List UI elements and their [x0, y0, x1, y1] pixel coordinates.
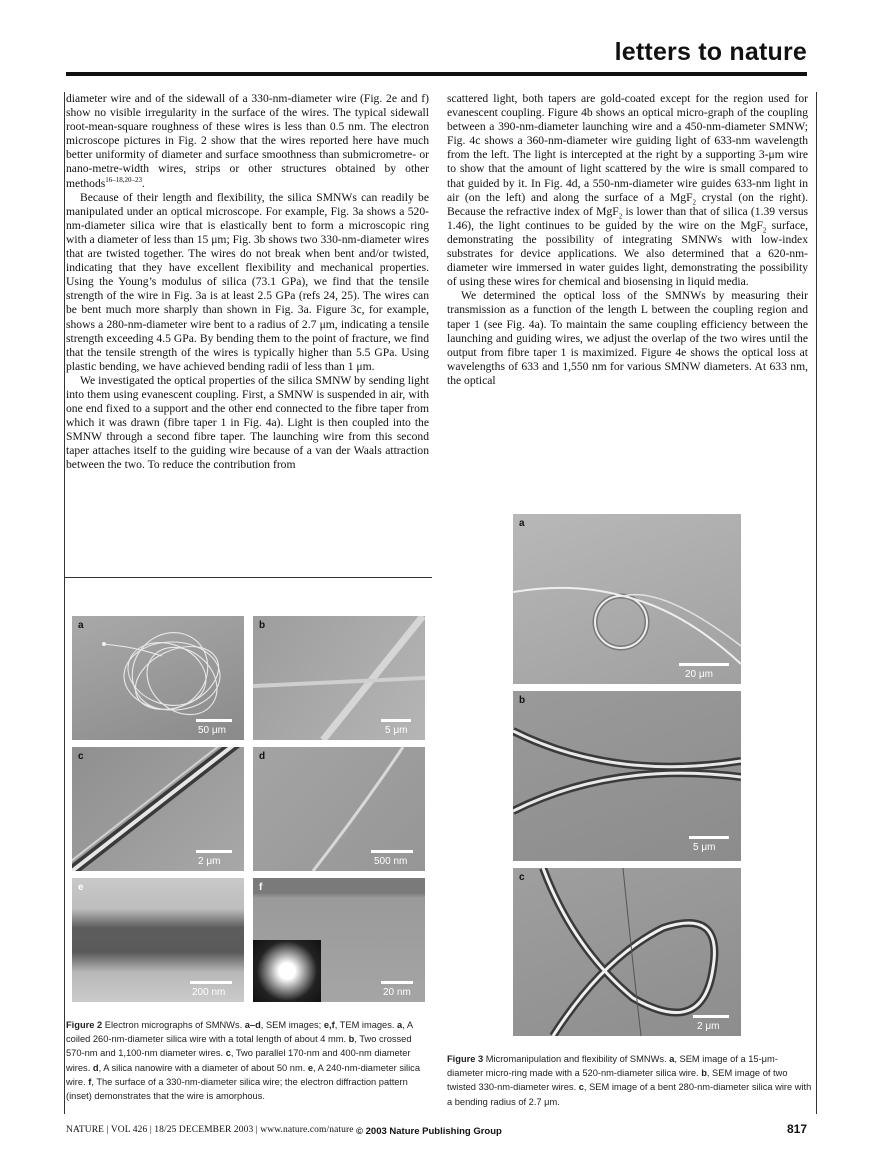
micro-ring-image [513, 514, 741, 684]
figure-2-panel-a [72, 616, 244, 740]
scale-bar [679, 663, 729, 666]
panel-label: a [519, 518, 525, 529]
scale-label: 2 μm [198, 856, 221, 867]
scale-label: 50 μm [198, 725, 226, 736]
panel-label: c [78, 751, 84, 762]
scale-label: 20 μm [685, 669, 713, 680]
panel-label: f [259, 882, 263, 893]
figure-2-panel-e [72, 878, 244, 1002]
scale-bar [196, 719, 232, 722]
scale-bar [196, 850, 232, 853]
figure-3-caption: Figure 3 Micromanipulation and flexibility of SMNWs. a, SEM image of a 15-μm-diameter micro-ring made with a 520-nm-diameter silica wire. b, SEM image of two twisted 330-nm-diameter wires. c, SEM image of a bent 280-nm-diameter silica wire with a bending radius of 2.7 μm. [447, 1054, 812, 1107]
scale-bar [689, 836, 729, 839]
scale-bar [381, 981, 413, 984]
scale-bar [381, 719, 411, 722]
copyright-notice: © 2003 Nature Publishing Group [356, 1126, 502, 1137]
scale-label: 2 μm [697, 1021, 720, 1032]
scale-bar [371, 850, 413, 853]
figure-3-panel-c [513, 868, 741, 1036]
panel-label: b [519, 695, 526, 706]
journal-citation: NATURE | VOL 426 | 18/25 DECEMBER 2003 | www.nature.com/nature [66, 1125, 354, 1135]
figure-3-panel-b [513, 691, 741, 861]
figure-2-panel-c [72, 747, 244, 871]
scale-bar [693, 1015, 729, 1018]
panel-label: b [259, 620, 266, 631]
page-number: 817 [786, 1122, 807, 1136]
paragraph: diameter wire and of the sidewall of a 330-nm-diameter wire (Fig. 2e and f) show no visible irregularity in the surface of the wires. The typical sidewall root-mean-square roughness of these wires is less than 0.5 nm. The electron microscope pictures in Fig. 2 show that the wires reported here have much better uniformity of diameter and surface smoothness than submicrometre- or nano-metre-width wires, strips or other structures obtained by other methods$^{16-18,20-23}$. [66, 92, 429, 190]
figure-2-caption: Figure 2 Electron micrographs of SMNWs. a–d, SEM images; e,f, TEM images. a, A coiled 260-nm-diameter silica wire with a total length of about 4 mm. b, Two crossed 570-nm and 1,100-nm diameter wires. c, Two parallel 170-nm and 400-nm diameter wires. d, A silica nanowire with a diameter of about 50 nm. e, A 240-nm-diameter silica wire. f, The surface of a 330-nm-diameter silica wire; the electron diffraction pattern (inset) demonstrates that the wire is amorphous. [66, 1020, 420, 1102]
right-margin-rule [816, 92, 817, 1114]
panel-label: a [78, 620, 84, 631]
figure-2-panel-d [253, 747, 425, 871]
left-text-column [66, 92, 429, 473]
panel-label: c [519, 872, 525, 883]
paragraph: We investigated the optical properties of the silica SMNW by sending light into them using evanescent coupling. First, a SMNW is suspended in air, with one end fixed to a support and the other end connected to the fibre taper from which it was drawn (fibre taper 1 in Fig. 4a). Light is then coupled into the SMNW through a second fibre taper. The launching wire from this second taper attaches itself to the guiding wire because of a van der Waals attraction between the two. To reduce the contribution from [66, 373, 429, 472]
scale-bar [190, 981, 232, 984]
left-margin-rule [64, 92, 65, 1114]
bent-wire-image [513, 868, 741, 1036]
journal-section-title: letters to nature [614, 38, 807, 66]
figure-2-panel-b [253, 616, 425, 740]
scale-label: 20 nm [383, 987, 411, 998]
figure-2-panel-f [253, 878, 425, 1002]
column-divider-rule [64, 577, 432, 578]
figure-3-panel-a [513, 514, 741, 684]
scale-label: 200 nm [192, 987, 226, 998]
panel-label: d [259, 751, 266, 762]
right-text-column [447, 92, 808, 388]
paragraph: We determined the optical loss of the SMNWs by measuring their transmission as a function of the length L between the coupling region and taper 1 (see Fig. 4a). To maintain the same coupling efficiency between the launching and guiding wires, we adjust the overlap of the two wires until the output from fibre taper 1 is maximized. Figure 4e shows the optical loss at wavelengths of 633 and 1,550 nm for various SMNW diameters. At 633 nm, the optical [447, 289, 808, 387]
scale-label: 500 nm [374, 856, 408, 867]
panel-label: e [78, 882, 84, 893]
scale-label: 5 μm [693, 842, 716, 853]
header-rule [66, 72, 807, 76]
scale-label: 5 μm [385, 725, 408, 736]
paragraph: Because of their length and flexibility, the silica SMNWs can readily be manipulated under an optical microscope. For example, Fig. 3a shows a 520-nm-diameter silica wire that is elastically bent to form a microscopic ring with a diameter of less than 15 μm; Fig. 3b shows two 330-nm-diameter wires that are twisted together. The wires do not break when bent and/or twisted, indicating that they have excellent flexibility and mechanical properties. Using the Young’s modulus of silica (73.1 GPa), we find that the tensile strength of the wire in Fig. 3a is at least 2.5 GPa (refs 24, 25). The wires can be bent much more sharply than shown in Fig. 3a. Figure 3c, for example, shows a 280-nm-diameter wire bent to a radius of 2.7 μm, indicating a tensile strength exceeding 4.5 GPa. By bending them to the point of fracture, we find that the tensile strength of the wires is typically higher than 5.5 GPa. Using plastic bending, we have achieved bending radii of less than 1 μm. [66, 190, 429, 373]
paragraph: scattered light, both tapers are gold-coated except for the region used for evanescent coupling. Figure 4b shows an optical micro-graph of the coupling between a 390-nm-diameter launching wire and a 450-nm-diameter SMNW; Fig. 4c shows a 360-nm-diameter wire guiding light of 633-nm wavelength from the left. The light is intercepted at the right by a supporting 3-μm wire to show that the amount of light scattered by the wire is small compared to that guided by it. In Fig. 4d, a 550-nm-diameter wire guides 633-nm light in air (on the left) and along the surface of a MgF$_2$ crystal (on the right). Because the refractive index of MgF$_2$ is lower than that of silica (1.39 versus 1.46), the light continues to be guided by the wire on the MgF$_2$ surface, demonstrating the possibility of integrating SMNWs with low-index substrates for device applications. We also determined that a 620-nm-diameter wire immersed in water guides light, demonstrating the possibility of using these wires for chemical and biosensing in liquid media. [447, 92, 809, 289]
diffraction-inset [253, 940, 321, 1002]
